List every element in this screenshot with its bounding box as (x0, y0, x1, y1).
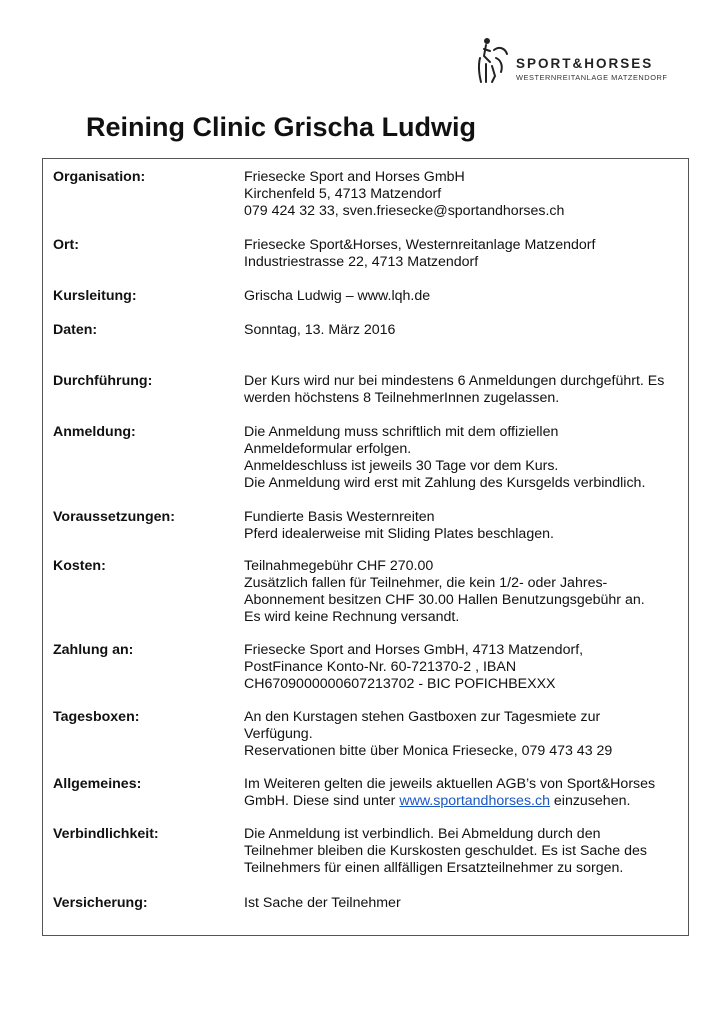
value-line: Friesecke Sport&Horses, Westernreitanlage Matzendorf (244, 237, 596, 253)
value-line: An den Kurstagen stehen Gastboxen zur Tagesmiete zur (244, 709, 601, 725)
row-label: Anmeldung: (53, 424, 136, 440)
website-link[interactable]: www.sportandhorses.ch (399, 793, 550, 809)
value-line: Im Weiteren gelten die jeweils aktuellen AGB’s von Sport&Horses (244, 776, 656, 792)
value-line: 079 424 32 33, sven.friesecke@sportandhorses.ch (244, 203, 565, 219)
row-value (244, 424, 684, 492)
value-line: Ist Sache der Teilnehmer (244, 895, 401, 911)
value-line: Teilnehmers für einen allfälligen Ersatzteilnehmer zu sorgen. (244, 860, 624, 876)
value-line: Industriestrasse 22, 4713 Matzendorf (244, 254, 479, 270)
row-value (244, 288, 684, 305)
value-line: Pferd idealerweise mit Sliding Plates beschlagen. (244, 526, 554, 542)
value-line: Teilnehmer bleiben die Kurskosten geschuldet. Es ist Sache des (244, 843, 647, 859)
row-label: Durchführung: (53, 373, 153, 389)
row-label: Organisation: (53, 169, 146, 185)
row-value (244, 642, 684, 693)
value-line: werden höchstens 8 TeilnehmerInnen zugelassen. (244, 390, 560, 406)
row-label: Allgemeines: (53, 776, 142, 792)
row-label: Voraussetzungen: (53, 509, 175, 525)
row-label: Verbindlichkeit: (53, 826, 159, 842)
value-line: Kirchenfeld 5, 4713 Matzendorf (244, 186, 442, 202)
value-line: Friesecke Sport and Horses GmbH (244, 169, 465, 185)
horse-rider-icon (470, 36, 512, 86)
value-line: Anmeldeformular erfolgen. (244, 441, 412, 457)
row-label: Versicherung: (53, 895, 148, 911)
brand-subtitle: WESTERNREITANLAGE MATZENDORF (516, 73, 668, 82)
row-value (244, 826, 684, 877)
row-value (244, 776, 684, 810)
value-line: Die Anmeldung ist verbindlich. Bei Abmeldung durch den (244, 826, 601, 842)
row-label: Tagesboxen: (53, 709, 140, 725)
row-value (244, 509, 684, 543)
value-line: Reservationen bitte über Monica Friesecke, 079 473 43 29 (244, 743, 613, 759)
info-table (42, 158, 689, 936)
value-line: Es wird keine Rechnung versandt. (244, 609, 460, 625)
row-value (244, 322, 684, 339)
value-line: Anmeldeschluss ist jeweils 30 Tage vor dem Kurs. (244, 458, 559, 474)
brand-name: SPORT&HORSES (516, 56, 654, 71)
row-value (244, 709, 684, 760)
value-line: Die Anmeldung muss schriftlich mit dem offiziellen (244, 424, 559, 440)
row-label: Kursleitung: (53, 288, 137, 304)
value-text: GmbH. Diese sind unter (244, 793, 400, 809)
value-line: Grischa Ludwig – www.lqh.de (244, 288, 431, 304)
row-label: Kosten: (53, 558, 106, 574)
page-title: Reining Clinic Grischa Ludwig (86, 112, 477, 142)
brand-logo (470, 36, 680, 86)
value-line: Sonntag, 13. März 2016 (244, 322, 396, 338)
row-value (244, 558, 684, 626)
row-label: Ort: (53, 237, 80, 253)
row-value (244, 169, 684, 220)
value-line: Teilnahmegebühr CHF 270.00 (244, 558, 434, 574)
row-label: Zahlung an: (53, 642, 134, 658)
value-line: Der Kurs wird nur bei mindestens 6 Anmeldungen durchgeführt. Es (244, 373, 665, 389)
value-line: Die Anmeldung wird erst mit Zahlung des Kursgelds verbindlich. (244, 475, 646, 491)
row-label: Daten: (53, 322, 98, 338)
row-value (244, 373, 684, 407)
value-line: Fundierte Basis Westernreiten (244, 509, 435, 525)
value-line: CH6709000000607213702 - BIC POFICHBEXXX (244, 676, 556, 692)
value-line: PostFinance Konto-Nr. 60-721370-2 , IBAN (244, 659, 517, 675)
value-line: Abonnement besitzen CHF 30.00 Hallen Benutzungsgebühr an. (244, 592, 645, 608)
value-line (244, 793, 684, 810)
value-line: Zusätzlich fallen für Teilnehmer, die kein 1/2- oder Jahres- (244, 575, 608, 591)
value-text: einzusehen. (549, 793, 631, 809)
row-value (244, 237, 684, 271)
value-line: Friesecke Sport and Horses GmbH, 4713 Matzendorf, (244, 642, 584, 658)
value-line: Verfügung. (244, 726, 313, 742)
row-value (244, 895, 684, 912)
